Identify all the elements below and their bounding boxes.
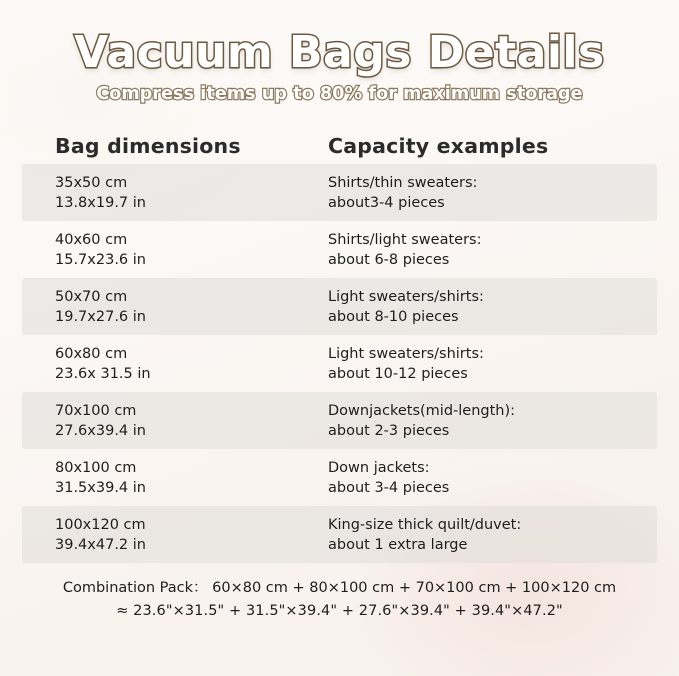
table-header-row — [22, 134, 657, 164]
cell-dimensions — [22, 173, 312, 213]
column-header-capacity: Capacity examples — [328, 134, 549, 159]
dimension-in: 19.7x27.6 in — [55, 308, 146, 325]
capacity-line-1: King-size thick quilt/duvet: — [328, 516, 522, 533]
capacity-line-1: Shirts/thin sweaters: — [328, 174, 478, 191]
capacity-line-1: Downjackets(mid-length): — [328, 402, 516, 419]
cell-dimensions — [22, 287, 312, 327]
dimension-cm: 40x60 cm — [55, 231, 128, 248]
table-row — [22, 278, 657, 335]
dimension-in: 31.5x39.4 in — [55, 479, 146, 496]
cell-dimensions — [22, 230, 312, 270]
dimension-in: 15.7x23.6 in — [55, 251, 146, 268]
dimension-cm: 35x50 cm — [55, 174, 128, 191]
cell-dimensions — [22, 344, 312, 384]
cell-dimensions — [22, 458, 312, 498]
cell-dimensions — [22, 401, 312, 441]
dimension-in: 23.6x 31.5 in — [55, 365, 151, 382]
table-row — [22, 392, 657, 449]
column-header-dimensions: Bag dimensions — [55, 134, 241, 159]
page-title: Vacuum Bags Details — [74, 27, 605, 78]
cell-capacity — [312, 230, 657, 270]
cell-dimensions — [22, 515, 312, 555]
capacity-line-2: about 2-3 pieces — [328, 422, 450, 439]
capacity-line-1: Light sweaters/shirts: — [328, 288, 484, 305]
dimension-in: 13.8x19.7 in — [55, 194, 146, 211]
page-subtitle: Compress items up to 80% for maximum storage — [96, 84, 583, 105]
capacity-line-2: about 1 extra large — [328, 536, 468, 553]
dimension-in: 39.4x47.2 in — [55, 536, 146, 553]
capacity-line-1: Down jackets: — [328, 459, 430, 476]
table-row — [22, 221, 657, 278]
cell-capacity — [312, 344, 657, 384]
table-row — [22, 164, 657, 221]
cell-capacity — [312, 287, 657, 327]
cell-capacity — [312, 173, 657, 213]
dimension-in: 27.6x39.4 in — [55, 422, 146, 439]
combination-pack-line-2: ≈ 23.6"×31.5" + 31.5"×39.4" + 27.6"×39.4" + 39.4"×47.2" — [116, 602, 563, 619]
dimension-cm: 70x100 cm — [55, 402, 137, 419]
dimension-cm: 80x100 cm — [55, 459, 137, 476]
specs-table — [22, 134, 657, 563]
combination-pack-note — [0, 577, 679, 622]
capacity-line-2: about3-4 pieces — [328, 194, 445, 211]
capacity-line-1: Light sweaters/shirts: — [328, 345, 484, 362]
dimension-cm: 100x120 cm — [55, 516, 146, 533]
capacity-line-1: Shirts/light sweaters: — [328, 231, 482, 248]
cell-capacity — [312, 458, 657, 498]
dimension-cm: 50x70 cm — [55, 288, 128, 305]
dimension-cm: 60x80 cm — [55, 345, 128, 362]
capacity-line-2: about 8-10 pieces — [328, 308, 459, 325]
capacity-line-2: about 3-4 pieces — [328, 479, 450, 496]
cell-capacity — [312, 515, 657, 555]
capacity-line-2: about 10-12 pieces — [328, 365, 468, 382]
table-row — [22, 335, 657, 392]
table-row — [22, 506, 657, 563]
table-row — [22, 449, 657, 506]
combination-pack-line-1: Combination Pack： 60×80 cm + 80×100 cm + 70×100 cm + 100×120 cm — [62, 580, 617, 597]
capacity-line-2: about 6-8 pieces — [328, 251, 450, 268]
header — [0, 0, 679, 104]
cell-capacity — [312, 401, 657, 441]
